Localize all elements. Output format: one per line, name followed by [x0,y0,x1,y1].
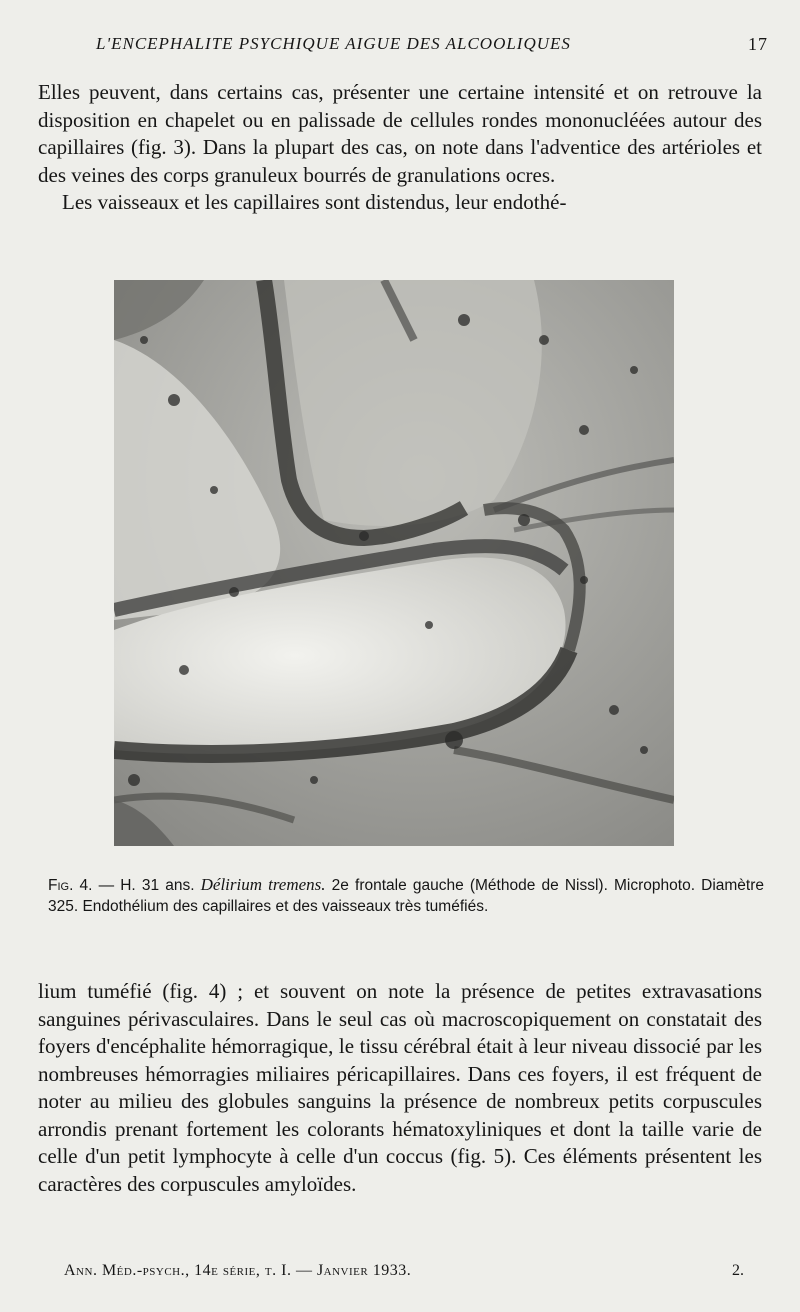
caption-text-1: — H. 31 ans. [92,877,201,894]
page-number: 17 [748,34,768,54]
paragraph-1: Elles peuvent, dans certains cas, présenter une certaine intensité et on retrouve la disposition en chapelet ou en palissade de cellules rondes mononucléées autour des capillaires (fig. 3). Dans la plupart des cas, on note dans l'adventice des artérioles et des veines des corps granuleux bourrés de granulations ocres. [38,80,762,187]
body-text-top [38,79,762,217]
micrograph-image [114,280,674,846]
running-header [96,30,768,58]
running-title: L'ENCEPHALITE PSYCHIQUE AIGUE DES ALCOOLIQUES [96,34,571,53]
signature-mark: 2. [732,1262,744,1279]
journal-reference: Ann. Méd.-psych., 14e série, t. I. — Janvier 1933. [64,1262,412,1279]
micrograph-figure [114,280,674,846]
figure-label: Fig. 4. [48,877,93,894]
body-text-bottom: lium tuméfié (fig. 4) ; et souvent on note la présence de petites extravasations sanguines périvasculaires. Dans le seul cas où macroscopiquement on constatait des foyers d'encéphalite hémorragique, le tissu cérébral était à leur niveau dissocié par les nombreuses hémorragies miliaires péricapillaires. Dans ces foyers, il est fréquent de noter au milieu des globules sanguins la présence de nombreux petits corpuscules arrondis prenant fortement les colorants hématoxyliniques et dont la taille varie de celle d'un petit lymphocyte à celle d'un coccus (fig. 5). Ces éléments présentent les caractères des corpuscules amyloïdes. [38,979,762,1196]
caption-diagnosis: Délirium tremens. [200,875,326,894]
figure-caption [48,874,764,917]
caption-text-2: 2e frontale gauche (Méthode de Nissl). Microphoto. Diamètre 325. Endothélium des capillaires et des vaisseaux très tuméfiés. [48,877,765,915]
paragraph-2: Les vaisseaux et les capillaires sont distendus, leur endothé- [62,190,567,214]
page-footer [64,1262,744,1286]
